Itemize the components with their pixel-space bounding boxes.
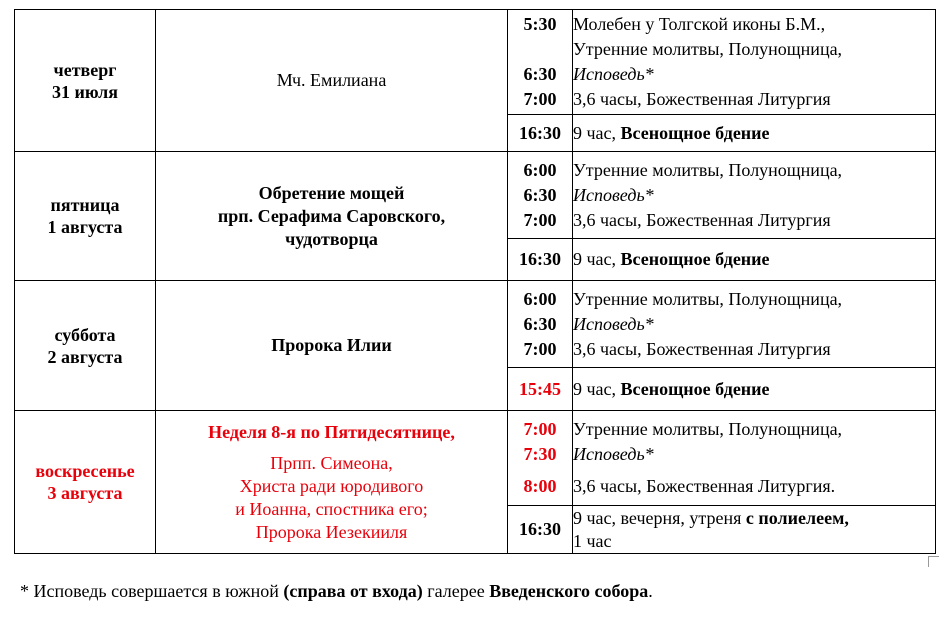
day-cell-sunday (15, 411, 156, 554)
service-time: 7:00 (523, 419, 557, 439)
feast-line: и Иоанна, спостника его; (235, 498, 428, 519)
service-time: 6:00 (523, 288, 557, 309)
day-name: суббота (54, 324, 116, 345)
service-time: 5:30 (523, 14, 557, 34)
service-time: 7:00 (523, 89, 557, 109)
feast-cell-sunday (156, 411, 508, 554)
morning-times-thursday (508, 10, 573, 115)
day-cell-thursday (15, 10, 156, 152)
day-date: 1 августа (47, 217, 123, 237)
service-time: 6:30 (523, 64, 557, 84)
day-name: воскресенье (35, 461, 135, 481)
service-time: 7:30 (523, 444, 557, 464)
saturday-morning-row (15, 281, 936, 368)
evening-main: с полиелеем, (745, 507, 849, 528)
footnote-text: * Исповедь совершается в южной (20, 581, 284, 601)
evening-time-thursday: 16:30 (508, 115, 573, 152)
evening-service-saturday (573, 368, 936, 411)
service-time (508, 37, 572, 62)
service-line: 3,6 часы, Божественная Литургия (573, 89, 831, 109)
service-line: Молебен у Толгской иконы Б.М., (573, 14, 826, 34)
service-line: Утренние молитвы, Полунощница, (573, 288, 843, 309)
service-line: 3,6 часы, Божественная Литургия (573, 338, 831, 359)
feast-line: Христа ради юродивого (239, 475, 424, 496)
confession-line: Исповедь* (573, 444, 654, 464)
feast-cell-thursday (156, 10, 508, 152)
morning-services-thursday (573, 10, 936, 115)
day-date: 31 июля (51, 81, 118, 102)
service-time: 6:30 (523, 184, 557, 205)
evening-prefix: 9 час, вечерня, утреня (573, 507, 746, 528)
morning-services-sunday (573, 411, 936, 506)
evening-service-thursday (573, 115, 936, 152)
evening-time-saturday: 15:45 (508, 368, 573, 411)
feast-line: прп. Серафима Саровского, (217, 205, 446, 226)
feast-line: чудотворца (285, 228, 378, 249)
confession-line: Исповедь* (573, 184, 654, 205)
day-name: четверг (53, 59, 117, 80)
evening-service-friday (573, 239, 936, 281)
footnote-text: галерее (422, 581, 490, 601)
evening-main: Всенощное бдение (620, 122, 770, 143)
service-time: 6:30 (523, 313, 557, 334)
thursday-morning-row (15, 10, 936, 115)
evening-prefix: 9 час, (573, 378, 621, 399)
page-corner-mark (928, 556, 939, 567)
day-cell-saturday (15, 281, 156, 411)
service-time: 7:00 (523, 209, 557, 230)
footnote-cathedral: Введенского собора (489, 581, 649, 601)
day-cell-friday (15, 152, 156, 281)
schedule-table (14, 9, 936, 554)
evening-service-sunday (573, 506, 936, 554)
morning-times-sunday (508, 411, 573, 506)
friday-morning-row (15, 152, 936, 239)
evening-main: Всенощное бдение (620, 249, 770, 269)
evening-time-sunday: 16:30 (508, 506, 573, 554)
footnote-text: . (648, 581, 653, 601)
feast-name: Пророка Илии (271, 335, 392, 355)
feast-cell-saturday (156, 281, 508, 411)
morning-times-friday (508, 152, 573, 239)
evening-prefix: 9 час, (573, 249, 621, 269)
sunday-morning-row (15, 411, 936, 506)
feast-line: Прпп. Симеона, (270, 452, 393, 473)
feast-title: Неделя 8-я по Пятидесятнице, (208, 421, 455, 442)
service-time: 7:00 (523, 338, 557, 359)
feast-cell-friday (156, 152, 508, 281)
confession-line: Исповедь* (573, 64, 654, 84)
morning-services-friday (573, 152, 936, 239)
service-line: Утренние молитвы, Полунощница, (573, 159, 843, 180)
morning-times-saturday (508, 281, 573, 368)
evening-time-friday: 16:30 (508, 239, 573, 281)
feast-name: Мч. Емилиана (276, 70, 387, 90)
evening-line (573, 507, 935, 530)
day-date: 2 августа (47, 346, 123, 367)
morning-services-saturday (573, 281, 936, 368)
footnote (20, 581, 653, 602)
day-date: 3 августа (47, 483, 123, 503)
confession-line: Исповедь* (573, 313, 654, 334)
feast-line: Пророка Иезекииля (255, 521, 408, 542)
footnote-location: (справа от входа) (283, 581, 423, 601)
service-time: 8:00 (523, 476, 557, 496)
service-line: 3,6 часы, Божественная Литургия. (573, 476, 836, 496)
evening-main: Всенощное бдение (620, 378, 770, 399)
service-line: 3,6 часы, Божественная Литургия (573, 209, 831, 230)
service-time: 6:00 (523, 159, 557, 180)
feast-line: Обретение мощей (258, 182, 405, 203)
service-line: Утренние молитвы, Полунощница, (573, 39, 843, 59)
evening-prefix: 9 час, (573, 122, 621, 143)
spacer (508, 467, 572, 474)
evening-line-2: 1 час (573, 530, 612, 551)
day-name: пятница (50, 195, 120, 215)
spacer (573, 467, 935, 474)
service-line: Утренние молитвы, Полунощница, (573, 419, 843, 439)
